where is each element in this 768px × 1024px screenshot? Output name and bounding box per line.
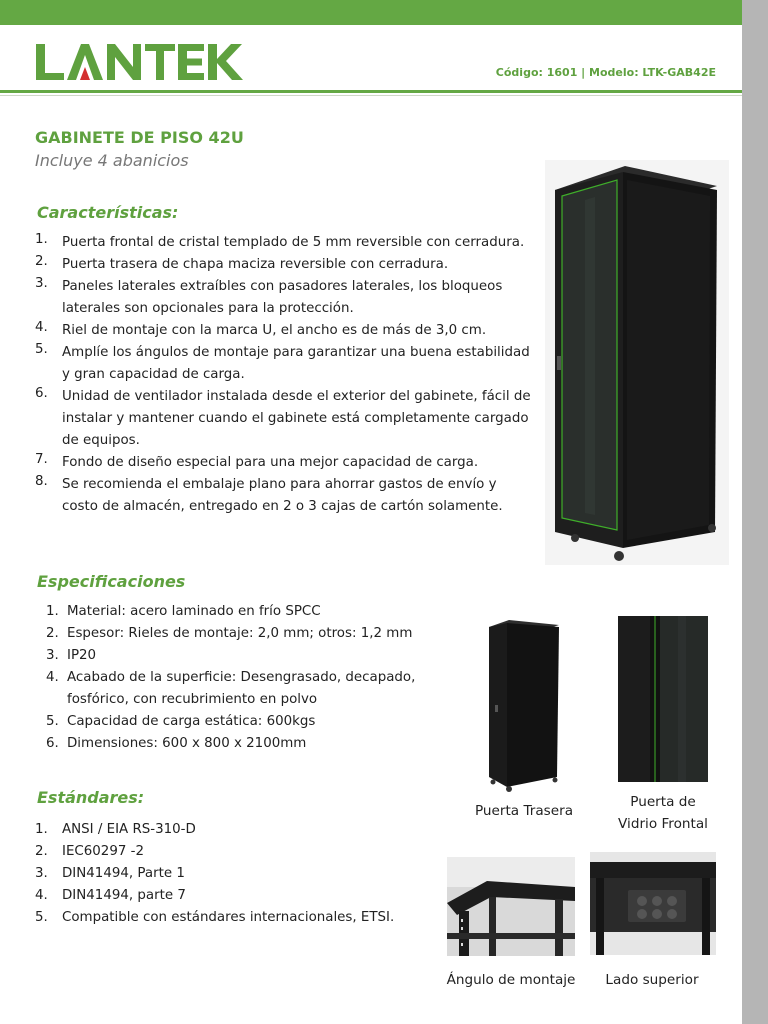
- list-text: Fondo de diseño especial para una mejor capacidad de carga.: [62, 455, 479, 470]
- right-gray-strip: [742, 0, 768, 1024]
- glass-door-photo: [618, 616, 708, 782]
- list-text: Compatible con estándares internacionales, ETSI.: [62, 910, 395, 925]
- list-number: 4.: [46, 670, 59, 685]
- list-number: 5.: [46, 714, 59, 729]
- list-item: [35, 623, 455, 645]
- list-text: Capacidad de carga estática: 600kgs: [67, 714, 316, 729]
- list-text: Riel de montaje con la marca U, el ancho es de más de 3,0 cm.: [62, 323, 487, 338]
- specs-heading: Especificaciones: [37, 572, 186, 591]
- rear-door-photo: [485, 617, 563, 793]
- list-item: [35, 320, 535, 342]
- list-text: Se recomienda el embalaje plano para ahorrar gastos de envío y costo de almacén, entregado en 2 o 3 cajas de cartón solamente.: [62, 477, 503, 514]
- list-text: Amplíe los ángulos de montaje para garantizar una buena estabilidad y gran capacidad de carga.: [62, 345, 530, 382]
- list-number: 8.: [35, 474, 48, 489]
- list-item: [35, 601, 455, 623]
- list-text: Acabado de la superficie: Desengrasado, decapado, fosfórico, con recubrimiento en polvo: [67, 670, 416, 707]
- features-heading: Características:: [37, 203, 179, 222]
- list-item: [35, 711, 455, 733]
- list-item: [35, 645, 455, 667]
- list-number: 4.: [35, 888, 48, 903]
- list-item: [35, 232, 535, 254]
- list-number: 6.: [35, 386, 48, 401]
- lantek-logo: [34, 40, 246, 82]
- list-text: Puerta frontal de cristal templado de 5 mm reversible con cerradura.: [62, 235, 525, 250]
- top-side-photo: [590, 852, 716, 955]
- list-number: 1.: [46, 604, 59, 619]
- top-green-bar: [0, 0, 742, 25]
- list-number: 3.: [46, 648, 59, 663]
- list-text: Espesor: Rieles de montaje: 2,0 mm; otros: 1,2 mm: [67, 626, 413, 641]
- list-item: [35, 863, 445, 885]
- list-number: 1.: [35, 822, 48, 837]
- standards-heading: Estándares:: [37, 788, 145, 807]
- list-text: Paneles laterales extraíbles con pasadores laterales, los bloqueos laterales son opcionales para la protección.: [62, 279, 503, 316]
- list-item: [35, 667, 455, 711]
- list-text: Puerta trasera de chapa maciza reversible con cerradura.: [62, 257, 449, 272]
- list-number: 3.: [35, 276, 48, 291]
- list-item: [35, 907, 445, 929]
- product-code-model: Código: 1601 | Modelo: LTK-GAB42E: [495, 66, 716, 79]
- glass-door-caption-line2: Vidrio Frontal: [618, 816, 708, 832]
- product-title: GABINETE DE PISO 42U: [35, 128, 244, 147]
- list-number: 2.: [35, 844, 48, 859]
- product-subtitle: Incluye 4 abanicios: [35, 151, 189, 170]
- features-list: [35, 232, 535, 518]
- list-item: [35, 452, 535, 474]
- standards-list: [35, 819, 445, 929]
- list-number: 5.: [35, 910, 48, 925]
- list-item: [35, 841, 445, 863]
- list-number: 4.: [35, 320, 48, 335]
- list-text: IEC60297 -2: [62, 844, 144, 859]
- list-number: 1.: [35, 232, 48, 247]
- list-number: 6.: [46, 736, 59, 751]
- list-text: ANSI / EIA RS-310-D: [62, 822, 196, 837]
- header-divider-shadow: [0, 95, 742, 96]
- list-item: [35, 474, 535, 518]
- top-side-caption: Lado superior: [605, 972, 699, 988]
- list-item: [35, 386, 535, 452]
- list-item: [35, 733, 455, 755]
- list-item: [35, 819, 445, 841]
- cabinet-main-photo: [545, 160, 729, 565]
- list-item: [35, 342, 535, 386]
- header-divider: [0, 90, 742, 93]
- list-text: DIN41494, parte 7: [62, 888, 186, 903]
- glass-door-caption-line1: Puerta de: [630, 794, 696, 810]
- list-number: 7.: [35, 452, 48, 467]
- mounting-angle-photo: [447, 857, 575, 956]
- specs-list: [35, 601, 455, 755]
- list-item: [35, 276, 535, 320]
- list-text: Material: acero laminado en frío SPCC: [67, 604, 321, 619]
- list-item: [35, 885, 445, 907]
- list-text: Unidad de ventilador instalada desde el exterior del gabinete, fácil de instalar y mantener cuando el gabinete está completamente cargado de equipos.: [62, 389, 531, 448]
- list-text: DIN41494, Parte 1: [62, 866, 185, 881]
- glass-door-caption: [598, 791, 728, 835]
- list-number: 2.: [35, 254, 48, 269]
- list-text: Dimensiones: 600 x 800 x 2100mm: [67, 736, 307, 751]
- list-number: 5.: [35, 342, 48, 357]
- rear-door-caption: Puerta Trasera: [474, 803, 574, 819]
- mounting-angle-caption: Ángulo de montaje: [446, 972, 576, 988]
- list-item: [35, 254, 535, 276]
- list-number: 3.: [35, 866, 48, 881]
- list-number: 2.: [46, 626, 59, 641]
- list-text: IP20: [67, 648, 97, 663]
